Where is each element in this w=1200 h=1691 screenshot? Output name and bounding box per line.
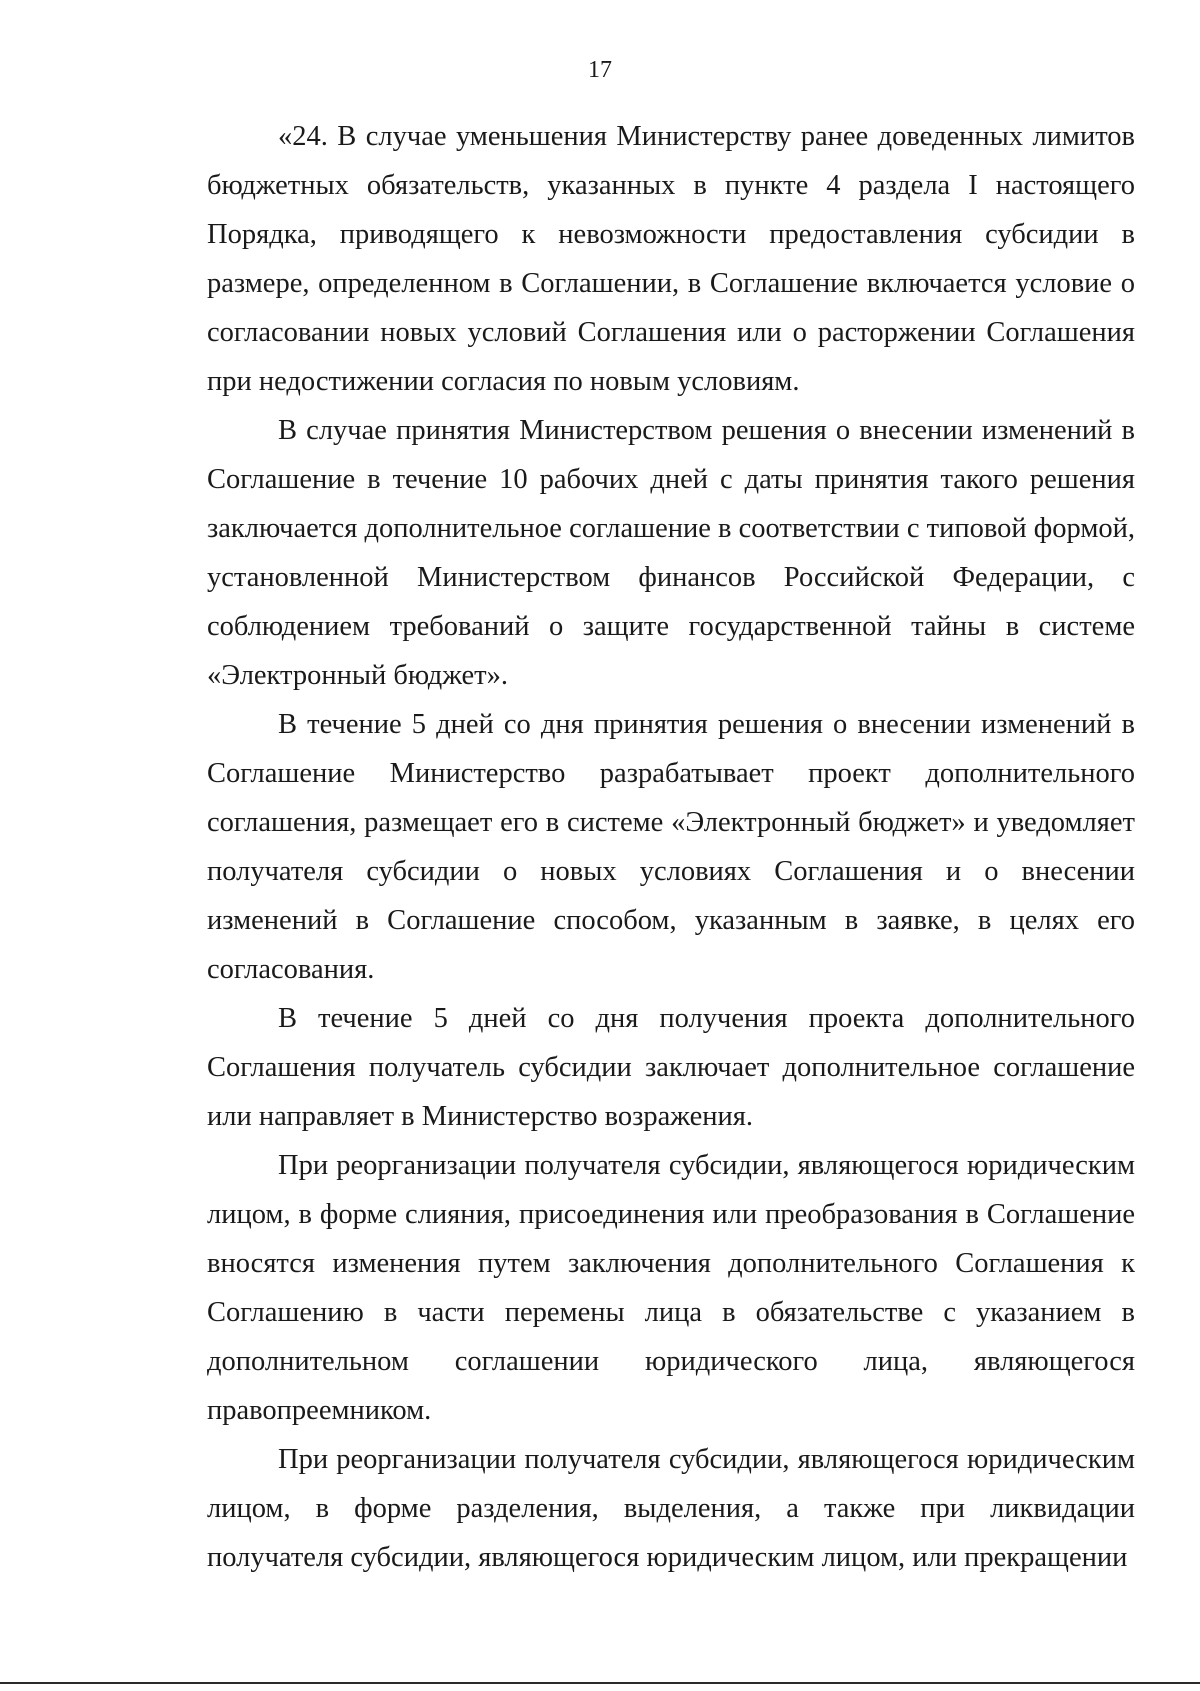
- bottom-rule: [0, 1682, 1200, 1684]
- paragraph-draft-supplementary-agreement: В течение 5 дней со дня принятия решения о внесении изменений в Соглашение Министерство разрабатывает проект дополнительного соглашения, размещает его в системе «Электронный бюджет» и уведомляет получателя субсидии о новых условиях Соглашения и о внесении изменений в Соглашение способом, указанным в заявке, в целях его согласования.: [207, 709, 1135, 985]
- paragraph-recipient-response: В течение 5 дней со дня получения проекта дополнительного Соглашения получатель субсидии заключает дополнительное соглашение или направляет в Министерство возражения.: [207, 1003, 1135, 1132]
- paragraph-agreement-amendment: В случае принятия Министерством решения о внесении изменений в Соглашение в течение 10 рабочих дней с даты принятия такого решения заключается дополнительное соглашение в соответствии с типовой формой, установленной Министерством финансов Российской Федерации, с соблюдением требований о защите государственной тайны в системе «Электронный бюджет».: [207, 415, 1135, 691]
- paragraph-reorganization-division: При реорганизации получателя субсидии, являющегося юридическим лицом, в форме разделения, выделения, а также при ликвидации получателя субсидии, являющегося юридическим лицом, или прекращении: [207, 1444, 1135, 1573]
- page-number: 17: [588, 57, 612, 83]
- paragraph-item-24: «24. В случае уменьшения Министерству ранее доведенных лимитов бюджетных обязательств, указанных в пункте 4 раздела I настоящего Порядка, приводящего к невозможности предоставления субсидии в размере, определенном в Соглашении, в Соглашение включается условие о согласовании новых условий Соглашения или о расторжении Соглашения при недостижении согласия по новым условиям.: [207, 121, 1135, 397]
- paragraph-reorganization-merger: При реорганизации получателя субсидии, являющегося юридическим лицом, в форме слияния, присоединения или преобразования в Соглашение вносятся изменения путем заключения дополнительного Соглашения к Соглашению в части перемены лица в обязательстве с указанием в дополнительном соглашении юридического лица, являющегося правопреемником.: [207, 1150, 1135, 1426]
- document-body: [207, 112, 1135, 1582]
